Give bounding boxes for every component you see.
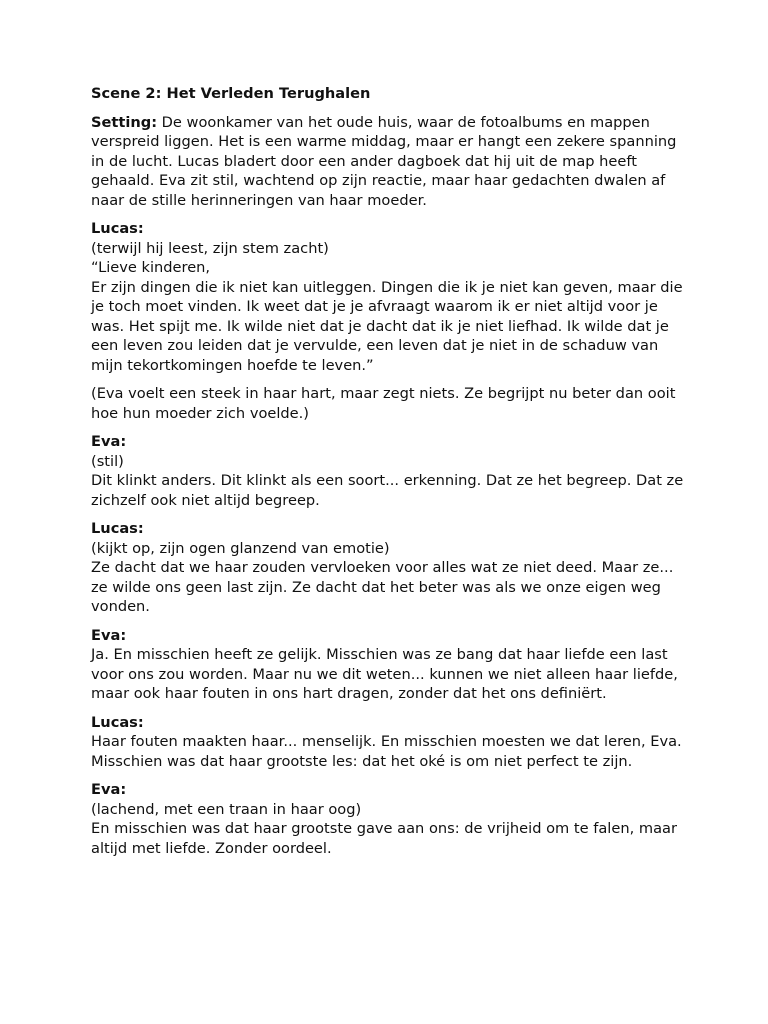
speaker-name: Eva: <box>91 781 127 798</box>
document-page <box>91 84 691 867</box>
dialogue-line: Er zijn dingen die ik niet kan uitleggen. Dingen die ik je niet kan geven, maar die je toch moet vinden. Ik weet dat je je afvraagt waarom ik er niet altijd voor je was. Het spijt me. Ik wilde niet dat je dacht dat ik je niet liefhad. Ik wilde dat je een leven zou leiden dat je vervulde, een leven dat je niet in de schaduw van mijn tekortkomingen hoefde te leven.” <box>91 278 683 374</box>
dialogue-block-eva-3 <box>91 780 691 858</box>
scene-title: Scene 2: Het Verleden Terughalen <box>91 85 371 102</box>
setting-text: De woonkamer van het oude huis, waar de fotoalbums en mappen verspreid liggen. Het is een warme middag, maar er hangt een zekere spanning in de lucht. Lucas bladert door een ander dagboek dat hij uit de map heeft gehaald. Eva zit stil, wachtend op zijn reactie, maar haar gedachten dwalen af naar de stille herinneringen van haar moeder. <box>91 113 677 209</box>
dialogue-block-lucas-3 <box>91 713 691 772</box>
dialogue-line: Haar fouten maakten haar... menselijk. En misschien moesten we dat leren, Eva. Misschien was dat haar grootste les: dat het oké is om niet perfect te zijn. <box>91 733 682 770</box>
stage-direction: (terwijl hij leest, zijn stem zacht) <box>91 239 329 257</box>
speaker-name: Lucas: <box>91 713 144 731</box>
dialogue-line: “Lieve kinderen, <box>91 259 211 276</box>
dialogue-block-eva-1 <box>91 432 691 510</box>
speaker-name: Lucas: <box>91 220 144 237</box>
setting-label: Setting: <box>91 113 158 131</box>
setting-paragraph <box>91 113 691 211</box>
dialogue-line: Dit klinkt anders. Dit klinkt als een soort... erkenning. Dat ze het begreep. Dat ze zichzelf ook niet altijd begreep. <box>91 472 684 509</box>
dialogue-block-eva-2 <box>91 626 691 704</box>
stage-direction: (kijkt op, zijn ogen glanzend van emotie) <box>91 539 390 557</box>
stage-paragraph: (Eva voelt een steek in haar hart, maar zegt niets. Ze begrijpt nu beter dan ooit hoe hun moeder zich voelde.) <box>91 385 676 422</box>
dialogue-block-lucas-2 <box>91 519 691 617</box>
dialogue-line: Ze dacht dat we haar zouden vervloeken voor alles wat ze niet deed. Maar ze... ze wilde ons geen last zijn. Ze dacht dat het beter was als we onze eigen weg vonden. <box>91 559 674 615</box>
speaker-name: Lucas: <box>91 520 144 537</box>
dialogue-line: Ja. En misschien heeft ze gelijk. Misschien was ze bang dat haar liefde een last voor ons zou worden. Maar nu we dit weten... kunnen we niet alleen haar liefde, maar ook haar fouten in ons hart dragen, zonder dat het ons definiërt. <box>91 646 678 702</box>
dialogue-line: En misschien was dat haar grootste gave aan ons: de vrijheid om te falen, maar altijd met liefde. Zonder oordeel. <box>91 820 677 857</box>
speaker-name: Eva: <box>91 626 127 644</box>
stage-direction: (stil) <box>91 452 124 470</box>
speaker-name: Eva: <box>91 433 127 450</box>
dialogue-block-lucas-1 <box>91 219 691 375</box>
stage-direction: (lachend, met een traan in haar oog) <box>91 800 362 818</box>
